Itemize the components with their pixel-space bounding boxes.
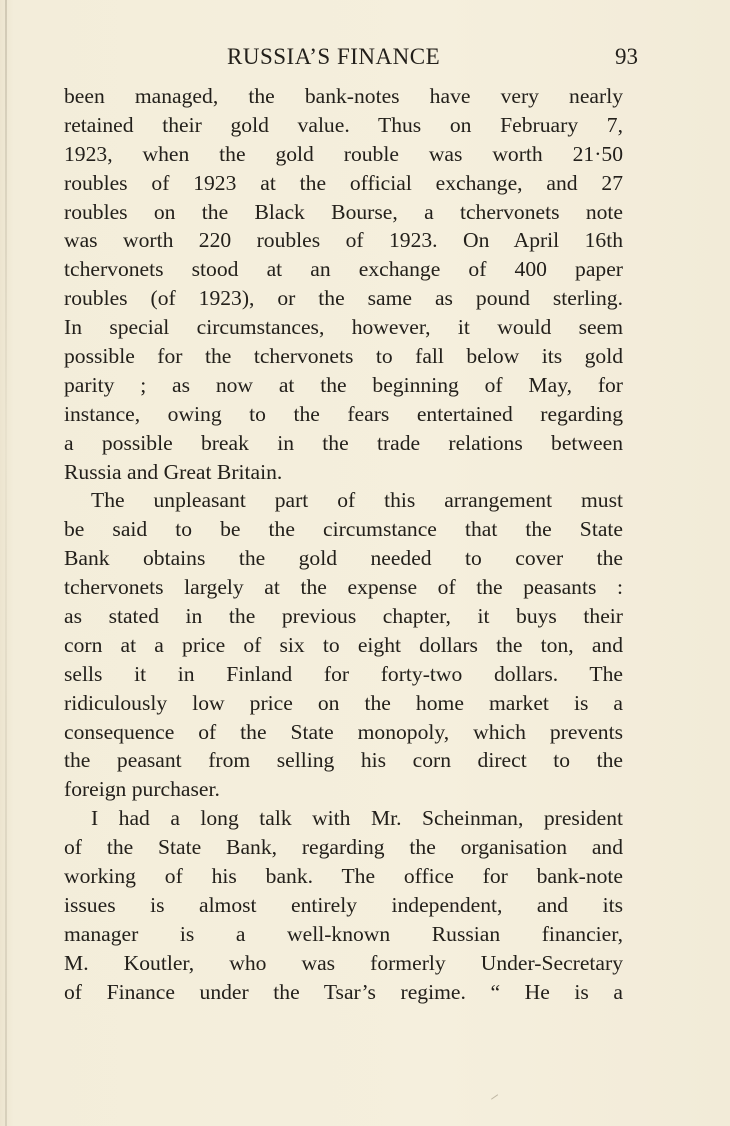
- text-line: The unpleasant part of this arrangement must: [91, 488, 623, 513]
- text-line: Bank obtains the gold needed to cover the: [64, 546, 623, 571]
- text-line: be said to be the circumstance that the State: [64, 517, 623, 542]
- text-line: sells it in Finland for forty-two dollars. The: [64, 661, 623, 686]
- text-line: I had a long talk with Mr. Scheinman, president: [91, 806, 623, 831]
- text-line: tchervonets stood at an exchange of 400 paper: [64, 257, 623, 282]
- text-line: was worth 220 roubles of 1923. On April 16th: [64, 228, 623, 253]
- text-line: ridiculously low price on the home market is a: [64, 690, 623, 715]
- text-line: roubles of 1923 at the official exchange, and 27: [64, 170, 623, 195]
- text-line: possible for the tchervonets to fall below its gold: [64, 344, 623, 369]
- body-text: [64, 82, 623, 1007]
- text-line: the peasant from selling his corn direct to the: [64, 748, 623, 773]
- text-line: a possible break in the trade relations between: [64, 430, 623, 455]
- text-line: roubles on the Black Bourse, a tchervonets note: [64, 199, 623, 224]
- text-line: as stated in the previous chapter, it buys their: [64, 604, 623, 629]
- text-line: manager is a well-known Russian financier,: [64, 921, 623, 946]
- text-line: M. Koutler, who was formerly Under-Secretary: [64, 950, 623, 975]
- running-head: [0, 40, 730, 74]
- text-line: roubles (of 1923), or the same as pound sterling.: [64, 286, 623, 311]
- text-line: issues is almost entirely independent, and its: [64, 892, 623, 917]
- text-line: retained their gold value. Thus on February 7,: [64, 112, 623, 137]
- text-line: parity ; as now at the beginning of May, for: [64, 372, 623, 397]
- text-line: working of his bank. The office for bank-note: [64, 864, 623, 889]
- page-number: 93: [615, 44, 638, 69]
- text-line: corn at a price of six to eight dollars the ton, and: [64, 632, 623, 657]
- running-title: RUSSIA’S FINANCE: [227, 44, 441, 69]
- text-line: foreign purchaser.: [64, 777, 220, 802]
- paper-speck: [491, 1094, 501, 1104]
- text-line: Russia and Great Britain.: [64, 459, 283, 484]
- text-line: consequence of the State monopoly, which prevents: [64, 719, 623, 744]
- text-line: tchervonets largely at the expense of the peasants :: [64, 575, 623, 600]
- text-line: of the State Bank, regarding the organisation and: [64, 835, 623, 860]
- text-line: 1923, when the gold rouble was worth 21·50: [64, 141, 623, 166]
- text-line: of Finance under the Tsar’s regime. “ He is a: [64, 979, 623, 1004]
- page-gutter-shadow: [5, 0, 7, 1126]
- text-line: In special circumstances, however, it would seem: [64, 315, 623, 340]
- text-line: been managed, the bank-notes have very nearly: [64, 84, 623, 108]
- text-line: instance, owing to the fears entertained regarding: [64, 401, 623, 426]
